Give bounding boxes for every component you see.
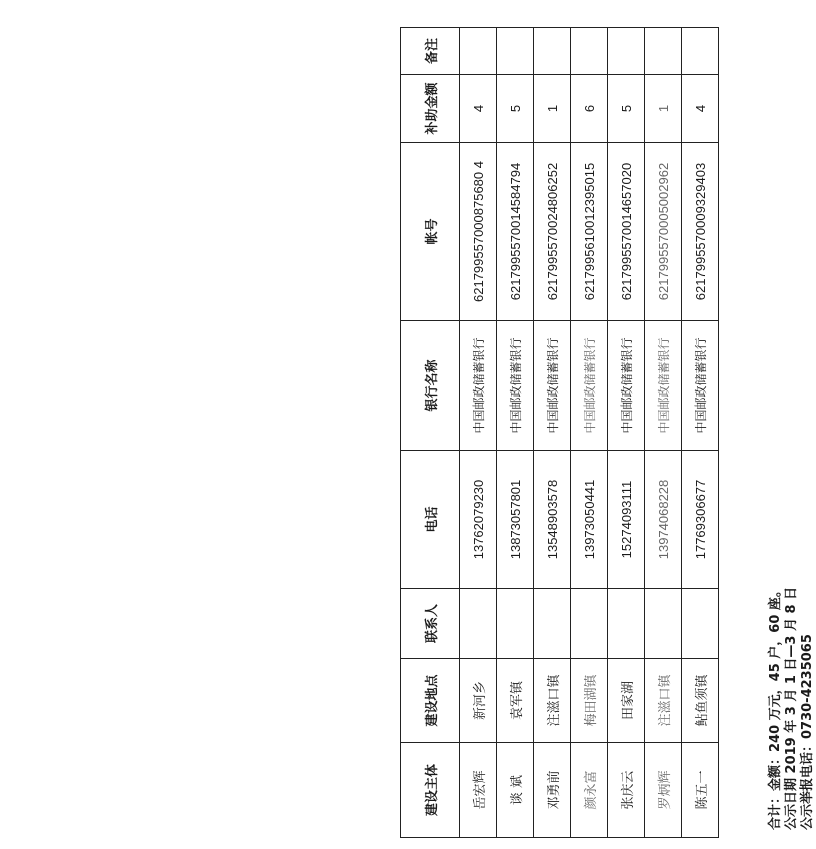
cell-note — [460, 28, 497, 75]
cell-subject: 颜永富 — [571, 743, 608, 838]
cell-phone: 13548903578 — [534, 451, 571, 589]
table-row — [460, 28, 497, 838]
cell-account: 6217995570014584794 — [497, 143, 534, 321]
header-amount: 补助金额 — [401, 75, 460, 143]
cell-amount: 1 — [645, 75, 682, 143]
cell-bank: 中国邮政储蓄银行 — [645, 321, 682, 451]
cell-amount: 4 — [682, 75, 719, 143]
cell-phone: 13974068228 — [645, 451, 682, 589]
table-row — [497, 28, 534, 838]
cell-account: 6217995570024806252 — [534, 143, 571, 321]
cell-location: 梅田湖镇 — [571, 659, 608, 743]
cell-contact — [571, 589, 608, 659]
cell-subject: 罗炳辉 — [645, 743, 682, 838]
cell-phone: 13973050441 — [571, 451, 608, 589]
cell-location: 田家湖 — [608, 659, 645, 743]
table-row — [571, 28, 608, 838]
header-location: 建设地点 — [401, 659, 460, 743]
cell-amount: 5 — [608, 75, 645, 143]
cell-bank: 中国邮政储蓄银行 — [682, 321, 719, 451]
cell-note — [682, 28, 719, 75]
table-row — [608, 28, 645, 838]
subsidy-table — [400, 27, 719, 838]
cell-subject: 陈五一 — [682, 743, 719, 838]
cell-subject: 岳宏辉 — [460, 743, 497, 838]
rotated-page — [400, 28, 815, 838]
cell-account: 6217995570009329403 — [682, 143, 719, 321]
cell-contact — [682, 589, 719, 659]
cell-note — [571, 28, 608, 75]
header-subject: 建设主体 — [401, 743, 460, 838]
cell-subject: 邓勇前 — [534, 743, 571, 838]
footer-notes — [768, 30, 816, 830]
table-header-row — [401, 28, 460, 838]
cell-account: 6217995570014657020 — [608, 143, 645, 321]
cell-contact — [460, 589, 497, 659]
cell-contact — [608, 589, 645, 659]
cell-phone: 13762079230 — [460, 451, 497, 589]
table-row — [645, 28, 682, 838]
cell-amount: 5 — [497, 75, 534, 143]
table-row — [682, 28, 719, 838]
cell-bank: 中国邮政储蓄银行 — [460, 321, 497, 451]
footer-dates: 公示日期 2019 年 3 月 1 日—3 月 8 日 — [784, 586, 799, 830]
cell-location: 注滋口镇 — [645, 659, 682, 743]
cell-amount: 4 — [460, 75, 497, 143]
cell-contact — [645, 589, 682, 659]
header-bank: 银行名称 — [401, 321, 460, 451]
footer-phone: 公示举报电话：0730-4235065 — [800, 634, 815, 830]
cell-note — [534, 28, 571, 75]
cell-location: 注滋口镇 — [534, 659, 571, 743]
cell-location: 新河乡 — [460, 659, 497, 743]
cell-account: 6217995610012395015 — [571, 143, 608, 321]
cell-location: 袁军镇 — [497, 659, 534, 743]
header-contact: 联系人 — [401, 589, 460, 659]
header-note: 备注 — [401, 28, 460, 75]
cell-bank: 中国邮政储蓄银行 — [571, 321, 608, 451]
cell-amount: 1 — [534, 75, 571, 143]
cell-contact — [497, 589, 534, 659]
cell-account: 621799557000875680 4 — [460, 143, 497, 321]
header-phone: 电话 — [401, 451, 460, 589]
cell-bank: 中国邮政储蓄银行 — [608, 321, 645, 451]
cell-bank: 中国邮政储蓄银行 — [534, 321, 571, 451]
cell-subject: 张庆云 — [608, 743, 645, 838]
cell-phone: 15274093111 — [608, 451, 645, 589]
cell-subject: 谈 斌 — [497, 743, 534, 838]
cell-note — [645, 28, 682, 75]
cell-note — [497, 28, 534, 75]
cell-bank: 中国邮政储蓄银行 — [497, 321, 534, 451]
cell-contact — [534, 589, 571, 659]
cell-account: 6217995570005002962 — [645, 143, 682, 321]
header-account: 帐号 — [401, 143, 460, 321]
footer-total: 合计：金额：240 万元，45 户，60 座。 — [768, 584, 783, 830]
cell-amount: 6 — [571, 75, 608, 143]
table-row — [534, 28, 571, 838]
cell-phone: 13873057801 — [497, 451, 534, 589]
cell-location: 鲇鱼须镇 — [682, 659, 719, 743]
cell-note — [608, 28, 645, 75]
cell-phone: 17769306677 — [682, 451, 719, 589]
